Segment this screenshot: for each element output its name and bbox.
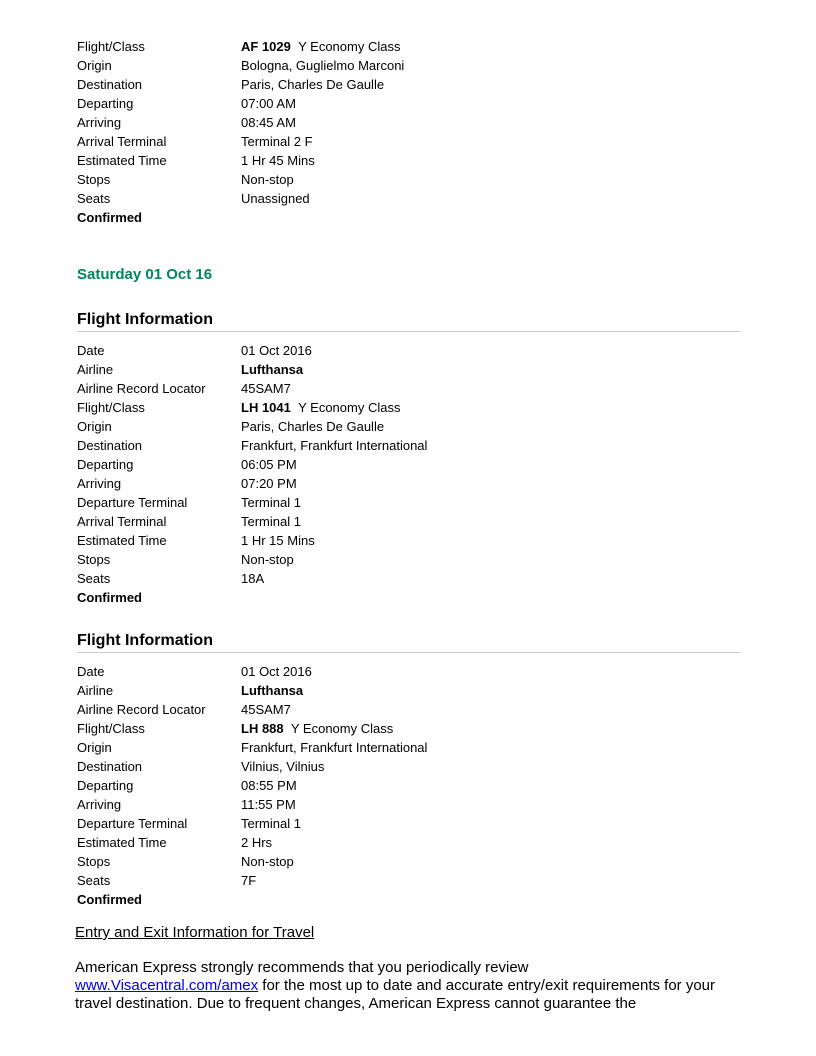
detail-value [241, 132, 313, 151]
detail-label: Destination [77, 77, 143, 92]
detail-row [77, 132, 741, 151]
detail-value [241, 852, 294, 871]
detail-value-text: Non-stop [241, 552, 294, 567]
detail-value [241, 75, 384, 94]
detail-value [241, 455, 297, 474]
status-confirmed: Confirmed [77, 210, 142, 225]
detail-row [77, 94, 741, 113]
detail-value [241, 436, 427, 455]
detail-value-text: Y Economy Class [290, 721, 394, 736]
detail-value-text: Lufthansa [241, 683, 304, 698]
detail-row [77, 569, 741, 588]
detail-value-text: 07:20 PM [241, 476, 297, 491]
detail-value [241, 681, 303, 700]
detail-value [241, 360, 303, 379]
detail-value [241, 474, 297, 493]
detail-row [77, 113, 741, 132]
detail-label: Stops [77, 552, 111, 567]
detail-value-text: Unassigned [241, 191, 310, 206]
detail-value-text: Non-stop [241, 172, 294, 187]
detail-value [241, 757, 324, 776]
detail-value [241, 189, 310, 208]
detail-value [241, 569, 264, 588]
detail-value [241, 795, 296, 814]
detail-label: Estimated Time [77, 153, 167, 168]
flight-segment-details [77, 37, 741, 227]
detail-value [241, 417, 384, 436]
detail-value [241, 719, 393, 738]
detail-row [77, 700, 741, 719]
detail-value-text: 11:55 PM [241, 797, 296, 812]
detail-row [77, 170, 741, 189]
detail-row [77, 814, 741, 833]
detail-value [241, 94, 296, 113]
detail-value-text: Non-stop [241, 854, 294, 869]
detail-row [77, 531, 741, 550]
detail-label: Stops [77, 854, 111, 869]
paragraph-text: for the most up to date and accurate entry/exit requirements for your travel destination. Due to frequent changes, American Express cannot guarantee the [75, 977, 716, 1012]
detail-value [241, 531, 315, 550]
detail-label: Destination [77, 759, 143, 774]
entry-exit-paragraph [75, 959, 735, 1013]
detail-label: Stops [77, 172, 111, 187]
detail-row [77, 37, 741, 56]
detail-label: Airline Record Locator [77, 702, 206, 717]
detail-label: Flight/Class [77, 721, 145, 736]
detail-row [77, 833, 741, 852]
detail-row [77, 151, 741, 170]
detail-label: Airline [77, 362, 114, 377]
detail-value [241, 493, 301, 512]
detail-row [77, 398, 741, 417]
detail-label: Departing [77, 457, 134, 472]
detail-value [241, 151, 315, 170]
detail-value [241, 37, 400, 56]
detail-value [241, 776, 297, 795]
detail-value-text: Lufthansa [241, 362, 304, 377]
detail-row [77, 474, 741, 493]
detail-row [77, 795, 741, 814]
detail-value [241, 56, 404, 75]
detail-row [77, 436, 741, 455]
detail-label: Origin [77, 58, 112, 73]
detail-value-text: Paris, Charles De Gaulle [241, 419, 385, 434]
detail-value [241, 662, 312, 681]
detail-label: Seats [77, 191, 111, 206]
detail-row [77, 56, 741, 75]
status-confirmed: Confirmed [77, 590, 142, 605]
detail-label: Origin [77, 740, 112, 755]
detail-label: Flight/Class [77, 400, 145, 415]
detail-row [77, 493, 741, 512]
detail-label: Airline Record Locator [77, 381, 206, 396]
detail-row [77, 360, 741, 379]
detail-value [241, 833, 272, 852]
flight-code: LH 888 [241, 721, 284, 736]
detail-label: Flight/Class [77, 39, 145, 54]
detail-row [77, 776, 741, 795]
detail-value [241, 170, 294, 189]
detail-label: Arriving [77, 476, 122, 491]
detail-row [77, 871, 741, 890]
detail-label: Arrival Terminal [77, 514, 167, 529]
date-heading: Saturday 01 Oct 16 [77, 266, 213, 283]
detail-value [241, 871, 256, 890]
detail-value-text: 08:55 PM [241, 778, 297, 793]
detail-value [241, 113, 296, 132]
status-confirmed: Confirmed [77, 892, 142, 907]
detail-value [241, 738, 427, 757]
detail-label: Departure Terminal [77, 495, 188, 510]
detail-row [77, 852, 741, 871]
detail-value-text: 01 Oct 2016 [241, 664, 312, 679]
detail-value-text: 7F [241, 873, 257, 888]
detail-label: Destination [77, 438, 143, 453]
detail-row [77, 757, 741, 776]
detail-label: Estimated Time [77, 835, 167, 850]
detail-label: Arriving [77, 797, 122, 812]
detail-row [77, 189, 741, 208]
detail-value [241, 700, 291, 719]
detail-value-text: Bologna, Guglielmo Marconi [241, 58, 405, 73]
detail-value [241, 550, 294, 569]
detail-value-text: Terminal 1 [241, 495, 301, 510]
detail-row [77, 550, 741, 569]
flight-information-2 [77, 631, 741, 909]
flight-code: LH 1041 [241, 400, 291, 415]
detail-label: Seats [77, 873, 111, 888]
detail-value-text: Vilnius, Vilnius [241, 759, 325, 774]
entry-exit-heading: Entry and Exit Information for Travel [75, 924, 315, 941]
detail-value-text: Terminal 1 [241, 816, 301, 831]
detail-row [77, 512, 741, 531]
section-heading: Flight Information [77, 631, 741, 653]
detail-value-text: Y Economy Class [298, 400, 401, 415]
detail-value-text: 01 Oct 2016 [241, 343, 312, 358]
flight-information-1 [77, 310, 741, 607]
detail-label: Seats [77, 571, 111, 586]
detail-value-text: Y Economy Class [298, 39, 401, 54]
detail-label: Departing [77, 778, 134, 793]
detail-row [77, 681, 741, 700]
detail-value-text: 2 Hrs [241, 835, 273, 850]
detail-row [77, 455, 741, 474]
detail-value [241, 341, 312, 360]
detail-label: Arriving [77, 115, 122, 130]
detail-label: Airline [77, 683, 114, 698]
detail-label: Estimated Time [77, 533, 167, 548]
detail-value-text: Frankfurt, Frankfurt International [241, 740, 428, 755]
detail-label: Origin [77, 419, 112, 434]
detail-label: Departure Terminal [77, 816, 188, 831]
detail-value-text: 07:00 AM [241, 96, 296, 111]
detail-label: Date [77, 343, 105, 358]
detail-value-text: 18A [241, 571, 265, 586]
detail-value-text: 1 Hr 45 Mins [241, 153, 315, 168]
detail-value-text: Terminal 1 [241, 514, 301, 529]
detail-value-text: Terminal 2 F [241, 134, 313, 149]
detail-row [77, 738, 741, 757]
detail-row [77, 719, 741, 738]
detail-label: Departing [77, 96, 134, 111]
detail-value [241, 398, 400, 417]
detail-value [241, 379, 291, 398]
flight-code: AF 1029 [241, 39, 291, 54]
detail-row [77, 379, 741, 398]
section-heading: Flight Information [77, 310, 741, 332]
detail-value-text: 08:45 AM [241, 115, 296, 130]
detail-value-text: 06:05 PM [241, 457, 297, 472]
visacentral-link[interactable]: www.Visacentral.com/amex [75, 977, 259, 994]
detail-row [77, 341, 741, 360]
detail-value-text: Paris, Charles De Gaulle [241, 77, 385, 92]
detail-row [77, 75, 741, 94]
detail-label: Arrival Terminal [77, 134, 167, 149]
paragraph-text: American Express strongly recommends that you periodically review [75, 959, 529, 976]
detail-label: Date [77, 664, 105, 679]
detail-value-text: 1 Hr 15 Mins [241, 533, 315, 548]
detail-value-text: Frankfurt, Frankfurt International [241, 438, 428, 453]
detail-row [77, 662, 741, 681]
detail-value [241, 512, 301, 531]
detail-value [241, 814, 301, 833]
detail-row [77, 417, 741, 436]
detail-value-text: 45SAM7 [241, 381, 291, 396]
detail-value-text: 45SAM7 [241, 702, 291, 717]
